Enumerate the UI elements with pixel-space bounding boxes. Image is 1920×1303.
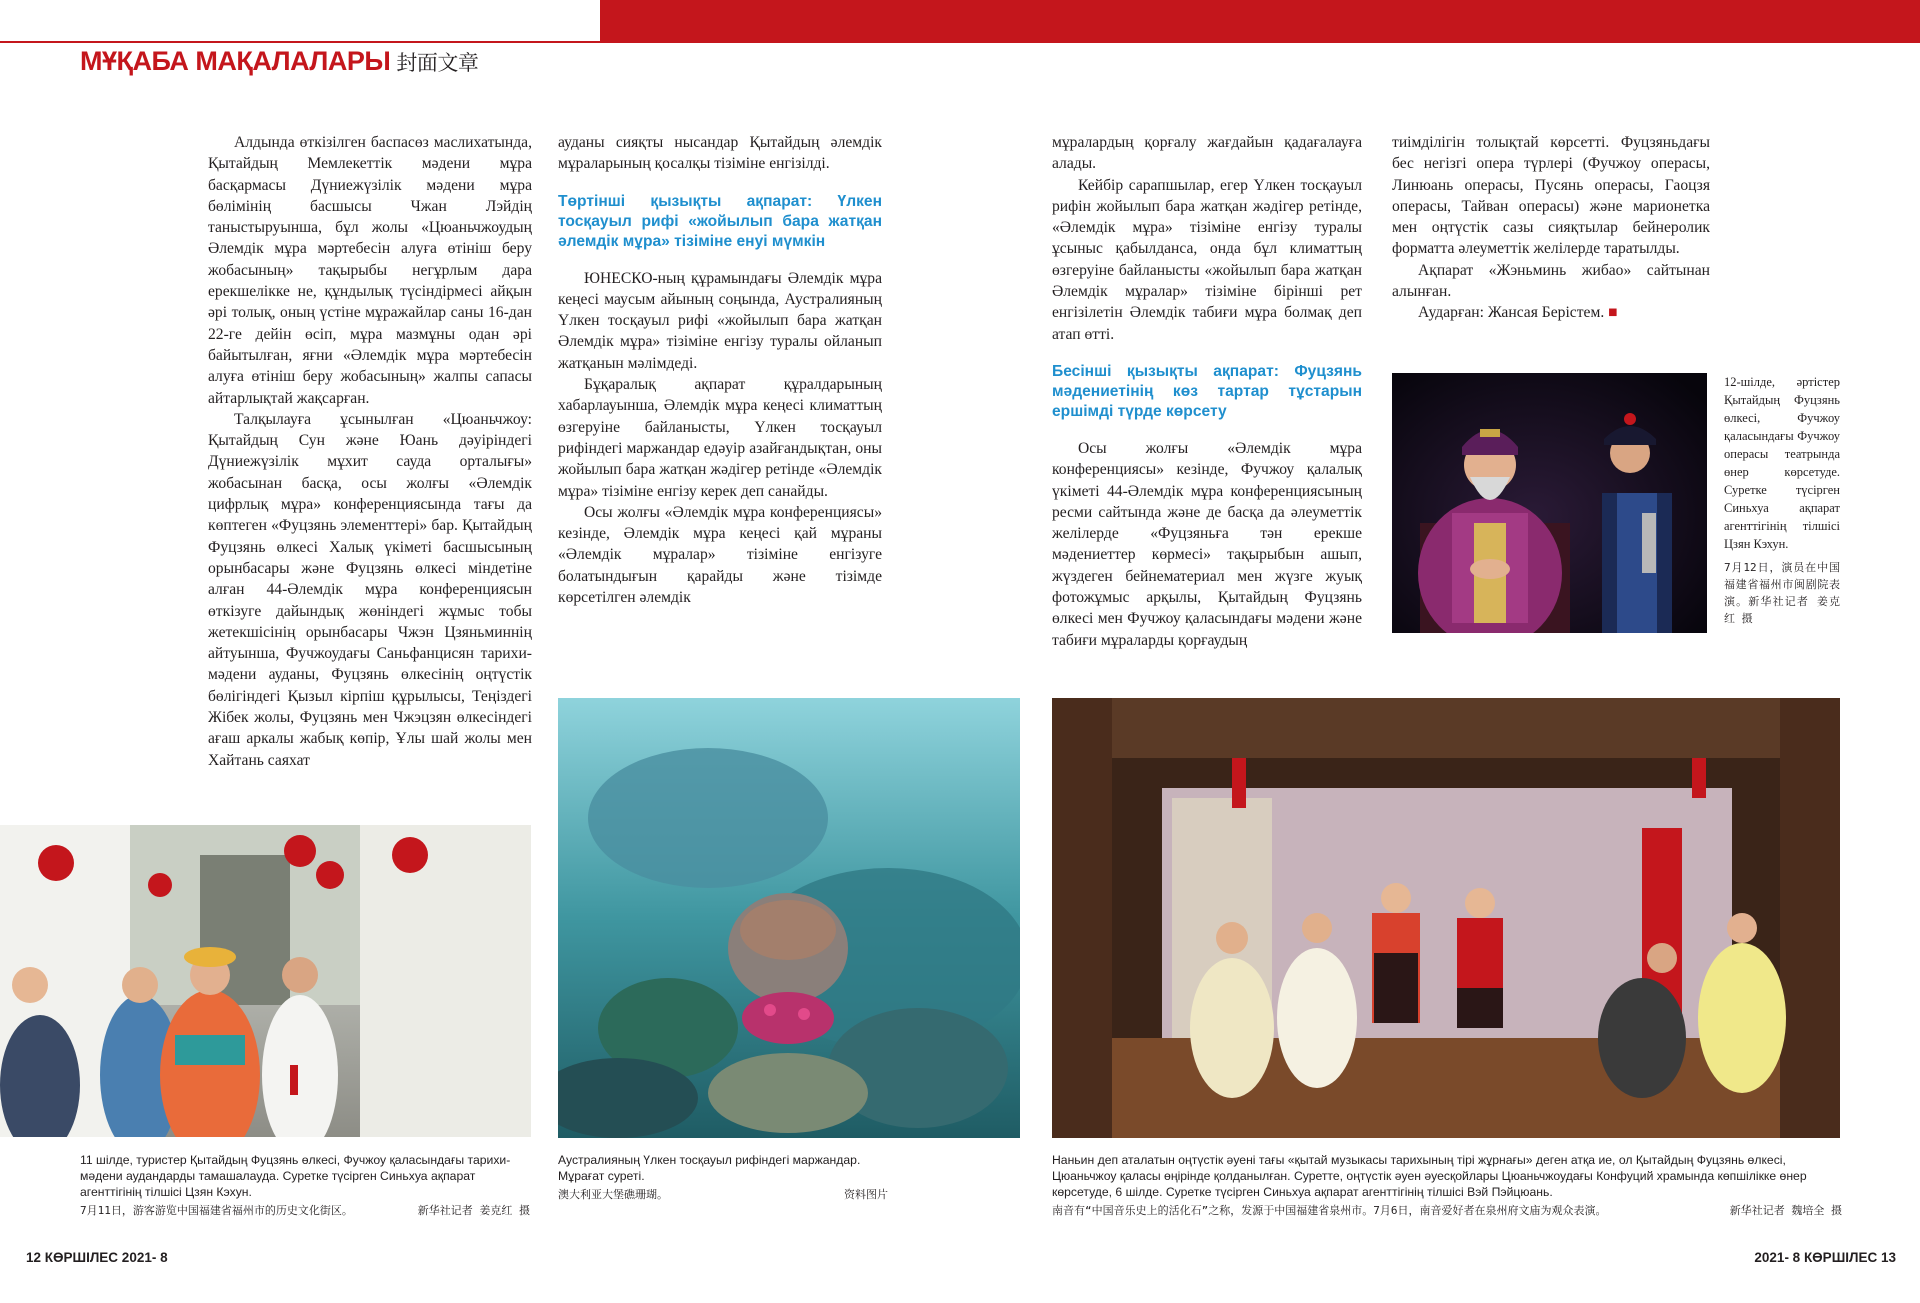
street-caption-cn: 7月11日，游客游览中国福建省福州市的历史文化街区。 xyxy=(80,1204,353,1217)
red-square-icon: ■ xyxy=(1608,304,1618,322)
col4-paragraph-1: тиімділігін толықтай көрсетті. Фуцзяньдағы бес негізгі опера түрлері (Фучжоу операсы, Линюань операсы, Пусянь операсы, Гаоцзя операсы, Тайван операсы) және марионетка мен оңтүстік сазы сияқтылар бейнеролик форматта әлеуметтік желілерде таратылды. xyxy=(1392,134,1710,258)
section-title-kk: МҰҚАБА МАҚАЛАЛАРЫ xyxy=(80,46,391,76)
col4-paragraph-2: Ақпарат «Жэньминь жибао» сайтынан алынған. xyxy=(1392,261,1710,301)
reef-caption-cn-row xyxy=(558,1187,888,1203)
footer-right: 2021- 8 КӨРШІЛЕС 13 xyxy=(1754,1250,1896,1265)
section-title xyxy=(80,46,478,77)
header-red-band xyxy=(600,0,1920,41)
reef-caption xyxy=(558,1152,888,1203)
street-caption-cn-row xyxy=(80,1203,530,1219)
photo-reef xyxy=(558,698,1020,1138)
col2-paragraph-1: ауданы сияқты нысандар Қытайдың әлемдік мұраларының қосалқы тізіміне енгізілді. xyxy=(558,134,882,173)
music-caption-credit: 新华社记者 魏培全 摄 xyxy=(1729,1204,1842,1217)
footer-left: 12 КӨРШІЛЕС 2021- 8 xyxy=(26,1250,168,1265)
col4-translator xyxy=(1392,302,1710,323)
translator-credit: Аударған: Жансая Берістем. xyxy=(1418,304,1605,322)
article-column-1 xyxy=(208,132,532,771)
col2-paragraph-2: ЮНЕСКО-ның құрамындағы Әлемдік мұра кеңесі маусым айының соңында, Аустралияның Үлкен тосқауыл рифі «жойылып бара жатқан Әлемдік мұра» тізіміне енгізу туралы ойланып жатқанын мәлімдеді. xyxy=(558,269,882,372)
article-column-3 xyxy=(1052,132,1362,651)
article-column-2 xyxy=(558,132,882,608)
col3-paragraph-2: Кейбір сарапшылар, егер Үлкен тосқауыл рифін жойылып бара жатқан жәдігер ретінде, «Әлемдік мұра» тізіміне енгізу туралы ұсыныс қабылданса, онда бұл климаттың өзгеруіне байланысты «жойылып бара жатқан Әлемдік мұралар» тізіміне бірінші рет енгізілетін Әлемдік табиғи мұра болмақ деп атап өтті. xyxy=(1052,176,1362,343)
music-caption-cn-row xyxy=(1052,1203,1842,1219)
music-caption-cn: 南音有“中国音乐史上的活化石”之称，发源于中国福建省泉州市。7月6日，南音爱好者在泉州府文庙为观众表演。 xyxy=(1052,1204,1607,1217)
street-caption-credit: 新华社记者 姜克红 摄 xyxy=(417,1204,530,1217)
photo-music-image xyxy=(1052,698,1840,1138)
col2-paragraph-4: Осы жолғы «Әлемдік мұра конференциясы» кезінде, Әлемдік мұра кеңесі қай мұраны «Әлемдік мұралар» тізіміне енгізуге болатындығын қарайды және тізімде көрсетілген әлемдік xyxy=(558,503,882,607)
street-caption xyxy=(80,1152,530,1219)
col3-paragraph-3: Осы жолғы «Әлемдік мұра конференциясы» кезінде, Фучжоу қалалық үкіметі 44-Әлемдік мұра конференциясының ресми сайтында және де басқа да әлеуметтік желілерде «Фуцзяньға тән ерекше мәдениеттер көрмесі» тақырыбын ашып, жүздеген бейнематериал мен жүзге жуық фотожұмыс арқылы, Қытайдың Фуцзянь өлкесі мен Фучжоу қаласындағы мәдени және табиғи мұраларды қорғаудың xyxy=(1052,439,1362,649)
music-caption-kk: Наньин деп аталатын оңтүстік әуені тағы «қытай музыкасы тарихының тірі жұрнағы» деген атқа ие, ол Қытайдың Фуцзянь өлкесі, Цюаньчжоу қаласы өңірінде қолданылған. Суретте, оңтүстік әуен әуесқойлары Цюаньчжоудағы Конфуций храмында көпшілікке өнер көрсетуде, 6 шілде. Суретке түсірген Синьхуа ақпарат агенттігінің тілшісі Вэй Пэйцюань. xyxy=(1052,1153,1807,1199)
col2-paragraph-3: Бұқаралық ақпарат құралдарының хабарлауынша, Әлемдік мұра кеңесі климаттың өзгеруіне байланысты, Үлкен тосқауыл рифіндегі маржандар едәуір азайғандықтан, оны жойылып бара жатқан жәдігер ретінде «Әлемдік мұра» тізіміне енгізу керек деп санайды. xyxy=(558,376,882,500)
reef-caption-cn: 澳大利亚大堡礁珊瑚。 xyxy=(558,1188,668,1201)
col1-paragraph-1: Алдында өткізілген баспасөз маслихатында, Қытайдың Мемлекеттік мәдени мұра басқармасы Дүниежүзілік мәдени мұра бөлімінің басшысы Чжан Лэйдің таныстыруынша, бұл жолы «Цюаньчжоудың Әлемдік мұра мәртебесін алуға өтініш беру жобасының» тақырыбы негұрлым дара ерекшелікке не, құндылық түсіндірмесі айқын әрі толық, оның үстіне мұражайлар саны 16-дан 22-ге дейін өсіп, мұра мазмұны одан әрі байытылған, яғни «Әлемдік мұра мәртебесін алуға өтініш беру жобасының» жалпы сапасы айтарлықтай жақсарған. xyxy=(208,134,532,407)
section-title-cn: 封面文章 xyxy=(396,52,479,75)
article-column-4 xyxy=(1392,132,1710,324)
opera-caption xyxy=(1724,373,1840,627)
reef-caption-credit: 资料图片 xyxy=(844,1188,888,1201)
reef-caption-kk: Аустралияның Үлкен тосқауыл рифіндегі маржандар. Мұрағат суреті. xyxy=(558,1153,861,1183)
photo-street-image xyxy=(0,825,531,1137)
header-rule xyxy=(0,41,1920,43)
photo-opera xyxy=(1392,373,1707,633)
opera-caption-cn: 7月12日，演员在中国福建省福州市闽剧院表演。新华社记者 姜克红 摄 xyxy=(1724,561,1840,625)
col3-paragraph-1: мұралардың қорғалу жағдайын қадағалауға алады. xyxy=(1052,134,1362,173)
music-caption xyxy=(1052,1152,1842,1219)
col2-subheading: Төртінші қызықты ақпарат: Үлкен тосқауыл рифі «жойылып бара жатқан әлемдік мұра» тізіміне енуі мүмкін xyxy=(558,192,882,250)
photo-reef-image xyxy=(558,698,1020,1138)
photo-music xyxy=(1052,698,1840,1138)
col1-paragraph-2: Талқылауға ұсынылған «Цюаньчжоу: Қытайдың Сун және Юань дәуіріндегі Дүниежүзілік мұхит сауда орталығы» жобасынан басқа, осы жолғы «Әлемдік цифрлық мұра» конференциясында тағы да көптеген «Фуцзянь элементтері» бар. Қытайдың Фуцзянь өлкесі Халық үкіметі басшысының орынбасары және Фуцзянь өлкесі міндетіне алған 44-Әлемдік мұра конференциясын өткізуге дайындық жөніндегі жұмыс тобы жетекшісінің орынбасары Чжэн Цзяньминнің айтуынша, Фучжоудағы Саньфанцисян тарихи-мәдени ауданы, Фуцзянь өлкесінің оңтүстік бөлігіндегі Қызыл кірпіш құрылысы, Теңіздегі Жібек жолы, Фуцзянь мен Чжэцзян өлкесіндегі ағаш аркалы жабық көпір, Ұлы шай жолы мен Хайтань саяхат xyxy=(208,410,532,769)
street-caption-kk: 11 шілде, туристер Қытайдың Фуцзянь өлкесі, Фучжоу қаласындағы тарихи-мәдени аудандарды тамашалауда. Суретке түсірген Синьхуа ақпарат агенттігінің тілшісі Цзян Кэхун. xyxy=(80,1153,511,1199)
photo-street xyxy=(0,825,531,1137)
photo-opera-image xyxy=(1392,373,1707,633)
opera-caption-kk: 12-шілде, әртістер Қытайдың Фуцзянь өлкесі, Фучжоу қаласындағы Фучжоу операсы театрында өнер көрсетуде. Суретке түсірген Синьхуа ақпарат агенттігінің тілшісі Цзян Кэхун. xyxy=(1724,375,1840,551)
col3-subheading: Бесінші қызықты ақпарат: Фуцзянь мәдениетінің көз тартар тұстарын ершімді түрде көрсету xyxy=(1052,362,1362,420)
